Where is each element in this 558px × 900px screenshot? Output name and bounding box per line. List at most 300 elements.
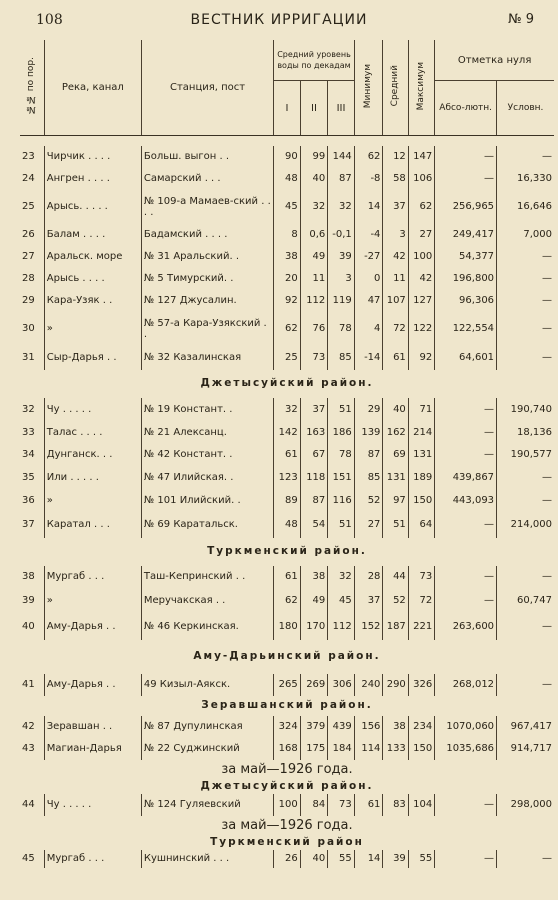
cell-abs: — [435,512,497,538]
cell-cond: 214,000 [497,512,554,538]
cell-d2: 76 [300,312,328,346]
cell-d3: 3 [328,268,354,290]
cell-abs: 256,965 [435,190,497,224]
cell-max: 73 [408,566,434,588]
cell-n: 26 [22,229,35,240]
cell-d1: 26 [274,850,300,868]
cell-station: № 127 Джусалин. [141,290,273,312]
cell-abs: — [435,794,497,816]
cell-d1: 25 [274,346,300,370]
cell-max: 42 [408,268,434,290]
table-row [20,290,554,312]
cell-d2: 163 [300,422,328,444]
cell-abs: 443,093 [435,490,497,512]
cell-n: 32 [22,404,35,415]
cell-station: № 87 Дупулинская [141,716,273,738]
cell-avg: 11 [383,268,408,290]
cell-min: 4 [354,312,383,346]
cell-station: № 21 Алексанц. [141,422,273,444]
cell-d2: 40 [300,850,328,868]
cell-n: 33 [22,427,35,438]
cell-d2: 32 [300,190,328,224]
cell-max: 147 [408,146,434,168]
cell-river: Талас . . . . [44,422,141,444]
cell-d2: 87 [300,490,328,512]
cell-max: 106 [408,168,434,190]
cell-max: 62 [408,190,434,224]
col-zero-group-header: Отметка нуля [435,40,554,81]
cell-min: 85 [354,466,383,490]
cell-river: Арысь. . . . . [44,190,141,224]
cell-station: № 109-а Мамаев-ский . . . . [141,190,273,224]
cell-d2: 170 [300,614,328,640]
cell-avg: 133 [383,738,408,760]
col-cond-header: Условн. [497,81,554,136]
cell-abs: 268,012 [435,674,497,696]
cell-d2: 37 [300,398,328,422]
cell-cond: — [497,850,554,868]
cell-max: 122 [408,312,434,346]
cell-d1: 324 [274,716,300,738]
cell-max: 189 [408,466,434,490]
table-row [20,168,554,190]
cell-d1: 20 [274,268,300,290]
cell-abs: 439,867 [435,466,497,490]
cell-n: 30 [22,323,35,334]
table-row [20,190,554,224]
cell-d3: 184 [328,738,354,760]
cell-min: -14 [354,346,383,370]
cell-abs: 122,554 [435,312,497,346]
cell-d2: 11 [300,268,328,290]
cell-min: 152 [354,614,383,640]
section-heading: Джетысуйский район. [200,377,374,389]
cell-d2: 67 [300,444,328,466]
cell-cond: — [497,290,554,312]
table-row [20,466,554,490]
col-abs-header: Абсо-лютн. [435,81,497,136]
table-row [20,850,554,868]
cell-station: № 101 Илийский. . [141,490,273,512]
cell-cond: — [497,246,554,268]
cell-station: № 46 Керкинская. [141,614,273,640]
cell-d1: 180 [274,614,300,640]
cell-min: 47 [354,290,383,312]
section-heading: Зеравшанский район. [201,699,373,711]
col-d2-header: II [300,81,328,136]
cell-station: № 57-а Кара-Узякский . . [141,312,273,346]
cell-avg: 162 [383,422,408,444]
cell-d1: 32 [274,398,300,422]
issue-number: № 9 [508,12,534,27]
cell-cond: — [497,268,554,290]
cell-avg: 39 [383,850,408,868]
cell-d2: 49 [300,588,328,614]
cell-n: 31 [22,352,35,363]
cell-river: » [44,312,141,346]
cell-n: 27 [22,251,35,262]
section-heading: Джетысуйский район. [200,780,374,792]
cell-max: 127 [408,290,434,312]
col-avg-group-header: Средний уровень воды по декадам [274,40,355,81]
table-row [20,224,554,246]
cell-max: 221 [408,614,434,640]
cell-avg: 131 [383,466,408,490]
table-row [20,490,554,512]
cell-n: 38 [22,571,35,582]
cell-max: 234 [408,716,434,738]
cell-max: 100 [408,246,434,268]
cell-river: Дунганск. . . [44,444,141,466]
table-row [20,398,554,422]
cell-avg: 83 [383,794,408,816]
cell-min: 27 [354,512,383,538]
cell-min: 139 [354,422,383,444]
cell-d3: 45 [328,588,354,614]
table-row [20,674,554,696]
cell-cond: 967,417 [497,716,554,738]
cell-avg: 52 [383,588,408,614]
cell-station: № 5 Тимурский. . [141,268,273,290]
cell-river: » [44,490,141,512]
cell-n: 23 [22,151,35,162]
cell-min: 14 [354,850,383,868]
cell-abs: 54,377 [435,246,497,268]
table-row [20,512,554,538]
cell-abs: 196,800 [435,268,497,290]
cell-max: 150 [408,490,434,512]
cell-n: 41 [22,679,35,690]
cell-avg: 58 [383,168,408,190]
cell-river: Аральск. море [44,246,141,268]
cell-cond: — [497,614,554,640]
cell-station: № 22 Суджинский [141,738,273,760]
cell-river: Зеравшан . . [44,716,141,738]
cell-station: № 47 Илийская. . [141,466,273,490]
cell-d3: 186 [328,422,354,444]
table-row [20,268,554,290]
cell-abs: — [435,168,497,190]
cell-max: 92 [408,346,434,370]
cell-n: 34 [22,449,35,460]
cell-min: 62 [354,146,383,168]
cell-river: Чу . . . . . [44,794,141,816]
cell-avg: 38 [383,716,408,738]
cell-station: № 124 Гуляевский [141,794,273,816]
cell-abs: — [435,588,497,614]
table-row [20,312,554,346]
cell-abs: 1070,060 [435,716,497,738]
cell-d1: 142 [274,422,300,444]
cell-river: Аму-Дарья . . [44,674,141,696]
cell-d1: 265 [274,674,300,696]
cell-cond: — [497,312,554,346]
cell-river: Каратал . . . [44,512,141,538]
cell-cond: 190,577 [497,444,554,466]
cell-cond: 7,000 [497,224,554,246]
cell-d2: 54 [300,512,328,538]
cell-n: 35 [22,472,35,483]
table-row [20,346,554,370]
cell-d3: 144 [328,146,354,168]
cell-min: -4 [354,224,383,246]
section-heading: Туркменский район. [207,545,367,557]
cell-station: № 32 Казалинская [141,346,273,370]
table-row [20,614,554,640]
cell-river: Или . . . . . [44,466,141,490]
cell-max: 131 [408,444,434,466]
cell-cond: 16,330 [497,168,554,190]
cell-d3: 87 [328,168,354,190]
cell-max: 72 [408,588,434,614]
cell-n: 25 [22,201,35,212]
table-row [20,246,554,268]
col-river-header: Река, канал [44,40,141,136]
cell-d1: 38 [274,246,300,268]
cell-abs: 263,600 [435,614,497,640]
cell-river: Мургаб . . . [44,850,141,868]
water-level-table [20,40,554,868]
table-row [20,588,554,614]
cell-cond: 914,717 [497,738,554,760]
cell-station: № 42 Констант. . [141,444,273,466]
cell-abs: 1035,686 [435,738,497,760]
cell-cond: 18,136 [497,422,554,444]
cell-avg: 40 [383,398,408,422]
cell-river: Арысь . . . . [44,268,141,290]
cell-min: -27 [354,246,383,268]
cell-d2: 99 [300,146,328,168]
cell-d3: -0,1 [328,224,354,246]
cell-river: Мургаб . . . [44,566,141,588]
cell-d2: 175 [300,738,328,760]
cell-avg: 69 [383,444,408,466]
table-row [20,716,554,738]
section-heading: Туркменский район [210,836,364,848]
cell-station: Таш-Кепринский . . [141,566,273,588]
cell-min: 156 [354,716,383,738]
cell-d3: 151 [328,466,354,490]
cell-d2: 0,6 [300,224,328,246]
cell-abs: — [435,146,497,168]
cell-cond: — [497,674,554,696]
cell-n: 28 [22,273,35,284]
cell-d2: 73 [300,346,328,370]
cell-n: 43 [22,743,35,754]
cell-abs: — [435,850,497,868]
cell-avg: 107 [383,290,408,312]
cell-d3: 112 [328,614,354,640]
cell-cond: — [497,490,554,512]
cell-d3: 85 [328,346,354,370]
cell-d2: 118 [300,466,328,490]
cell-d1: 48 [274,168,300,190]
cell-d1: 92 [274,290,300,312]
cell-d2: 379 [300,716,328,738]
cell-cond: 190,740 [497,398,554,422]
cell-station: 49 Кизыл-Аякск. [141,674,273,696]
cell-d3: 39 [328,246,354,268]
cell-n: 44 [22,799,35,810]
cell-max: 104 [408,794,434,816]
table-row [20,738,554,760]
section-heading: за май—1926 года. [221,762,353,777]
table-row [20,422,554,444]
cell-avg: 3 [383,224,408,246]
cell-avg: 37 [383,190,408,224]
cell-avg: 97 [383,490,408,512]
cell-station: № 69 Каратальск. [141,512,273,538]
cell-avg: 290 [383,674,408,696]
cell-d1: 62 [274,588,300,614]
cell-max: 150 [408,738,434,760]
cell-cond: 298,000 [497,794,554,816]
cell-station: Бадамский . . . . [141,224,273,246]
cell-d3: 306 [328,674,354,696]
cell-min: -8 [354,168,383,190]
cell-avg: 42 [383,246,408,268]
cell-avg: 44 [383,566,408,588]
cell-abs: 64,601 [435,346,497,370]
cell-min: 29 [354,398,383,422]
cell-river: Чирчик . . . . [44,146,141,168]
cell-min: 61 [354,794,383,816]
cell-d3: 32 [328,566,354,588]
cell-d3: 73 [328,794,354,816]
cell-min: 240 [354,674,383,696]
cell-d3: 78 [328,444,354,466]
cell-station: № 31 Аральский. . [141,246,273,268]
cell-d3: 116 [328,490,354,512]
cell-max: 326 [408,674,434,696]
cell-n: 42 [22,721,35,732]
cell-river: Ангрен . . . . [44,168,141,190]
cell-d1: 168 [274,738,300,760]
table-row [20,566,554,588]
cell-max: 71 [408,398,434,422]
cell-river: Балам . . . . [44,224,141,246]
col-max-header: Максимум [408,40,434,136]
cell-river: Чу . . . . . [44,398,141,422]
section-heading: Аму-Дарьинский район. [193,650,381,662]
cell-max: 64 [408,512,434,538]
cell-d1: 123 [274,466,300,490]
cell-d3: 32 [328,190,354,224]
cell-n: 45 [22,853,35,864]
cell-cond: 16,646 [497,190,554,224]
cell-min: 14 [354,190,383,224]
cell-avg: 61 [383,346,408,370]
cell-d3: 119 [328,290,354,312]
cell-d2: 112 [300,290,328,312]
cell-d3: 78 [328,312,354,346]
col-d1-header: I [274,81,300,136]
cell-river: Сыр-Дарья . . [44,346,141,370]
cell-d1: 100 [274,794,300,816]
cell-n: 24 [22,173,35,184]
cell-max: 214 [408,422,434,444]
cell-n: 39 [22,595,35,606]
table-row [20,794,554,816]
cell-abs: 96,306 [435,290,497,312]
cell-station: Меручакская . . [141,588,273,614]
cell-d2: 49 [300,246,328,268]
cell-river: Магиан-Дарья [44,738,141,760]
cell-cond: — [497,146,554,168]
cell-n: 40 [22,621,35,632]
cell-abs: — [435,398,497,422]
cell-min: 28 [354,566,383,588]
page-number: 108 [36,12,63,28]
cell-avg: 187 [383,614,408,640]
cell-d2: 84 [300,794,328,816]
table-body [20,136,554,868]
cell-d3: 51 [328,398,354,422]
cell-d3: 439 [328,716,354,738]
cell-d2: 38 [300,566,328,588]
section-heading: за май—1926 года. [221,818,353,833]
cell-min: 37 [354,588,383,614]
col-d3-header: III [328,81,354,136]
cell-avg: 72 [383,312,408,346]
cell-river: » [44,588,141,614]
journal-title: ВЕСТНИК ИРРИГАЦИИ [190,12,368,28]
cell-max: 27 [408,224,434,246]
cell-d2: 269 [300,674,328,696]
cell-abs: — [435,566,497,588]
cell-min: 87 [354,444,383,466]
cell-min: 0 [354,268,383,290]
cell-avg: 12 [383,146,408,168]
cell-station: № 19 Констант. . [141,398,273,422]
col-station-header: Станция, пост [141,40,273,136]
col-min-header: Минимум [354,40,383,136]
cell-d1: 8 [274,224,300,246]
cell-d1: 45 [274,190,300,224]
cell-d1: 48 [274,512,300,538]
cell-d1: 61 [274,444,300,466]
col-avg-header: Средний [383,40,408,136]
cell-station: Самарский . . . [141,168,273,190]
cell-cond: 60,747 [497,588,554,614]
cell-d3: 55 [328,850,354,868]
cell-n: 36 [22,495,35,506]
cell-cond: — [497,466,554,490]
cell-d1: 62 [274,312,300,346]
cell-avg: 51 [383,512,408,538]
cell-river: Кара-Узяк . . [44,290,141,312]
cell-cond: — [497,346,554,370]
cell-river: Аму-Дарья . . [44,614,141,640]
cell-d1: 90 [274,146,300,168]
cell-station: Больш. выгон . . [141,146,273,168]
table-row [20,444,554,466]
col-num-header: №№ по пор. [20,40,44,136]
cell-d3: 51 [328,512,354,538]
cell-min: 52 [354,490,383,512]
cell-d1: 89 [274,490,300,512]
cell-station: Кушнинский . . . [141,850,273,868]
cell-min: 114 [354,738,383,760]
cell-max: 55 [408,850,434,868]
cell-d1: 61 [274,566,300,588]
cell-cond: — [497,566,554,588]
cell-abs: — [435,422,497,444]
cell-abs: — [435,444,497,466]
cell-d2: 40 [300,168,328,190]
cell-n: 29 [22,295,35,306]
cell-abs: 249,417 [435,224,497,246]
